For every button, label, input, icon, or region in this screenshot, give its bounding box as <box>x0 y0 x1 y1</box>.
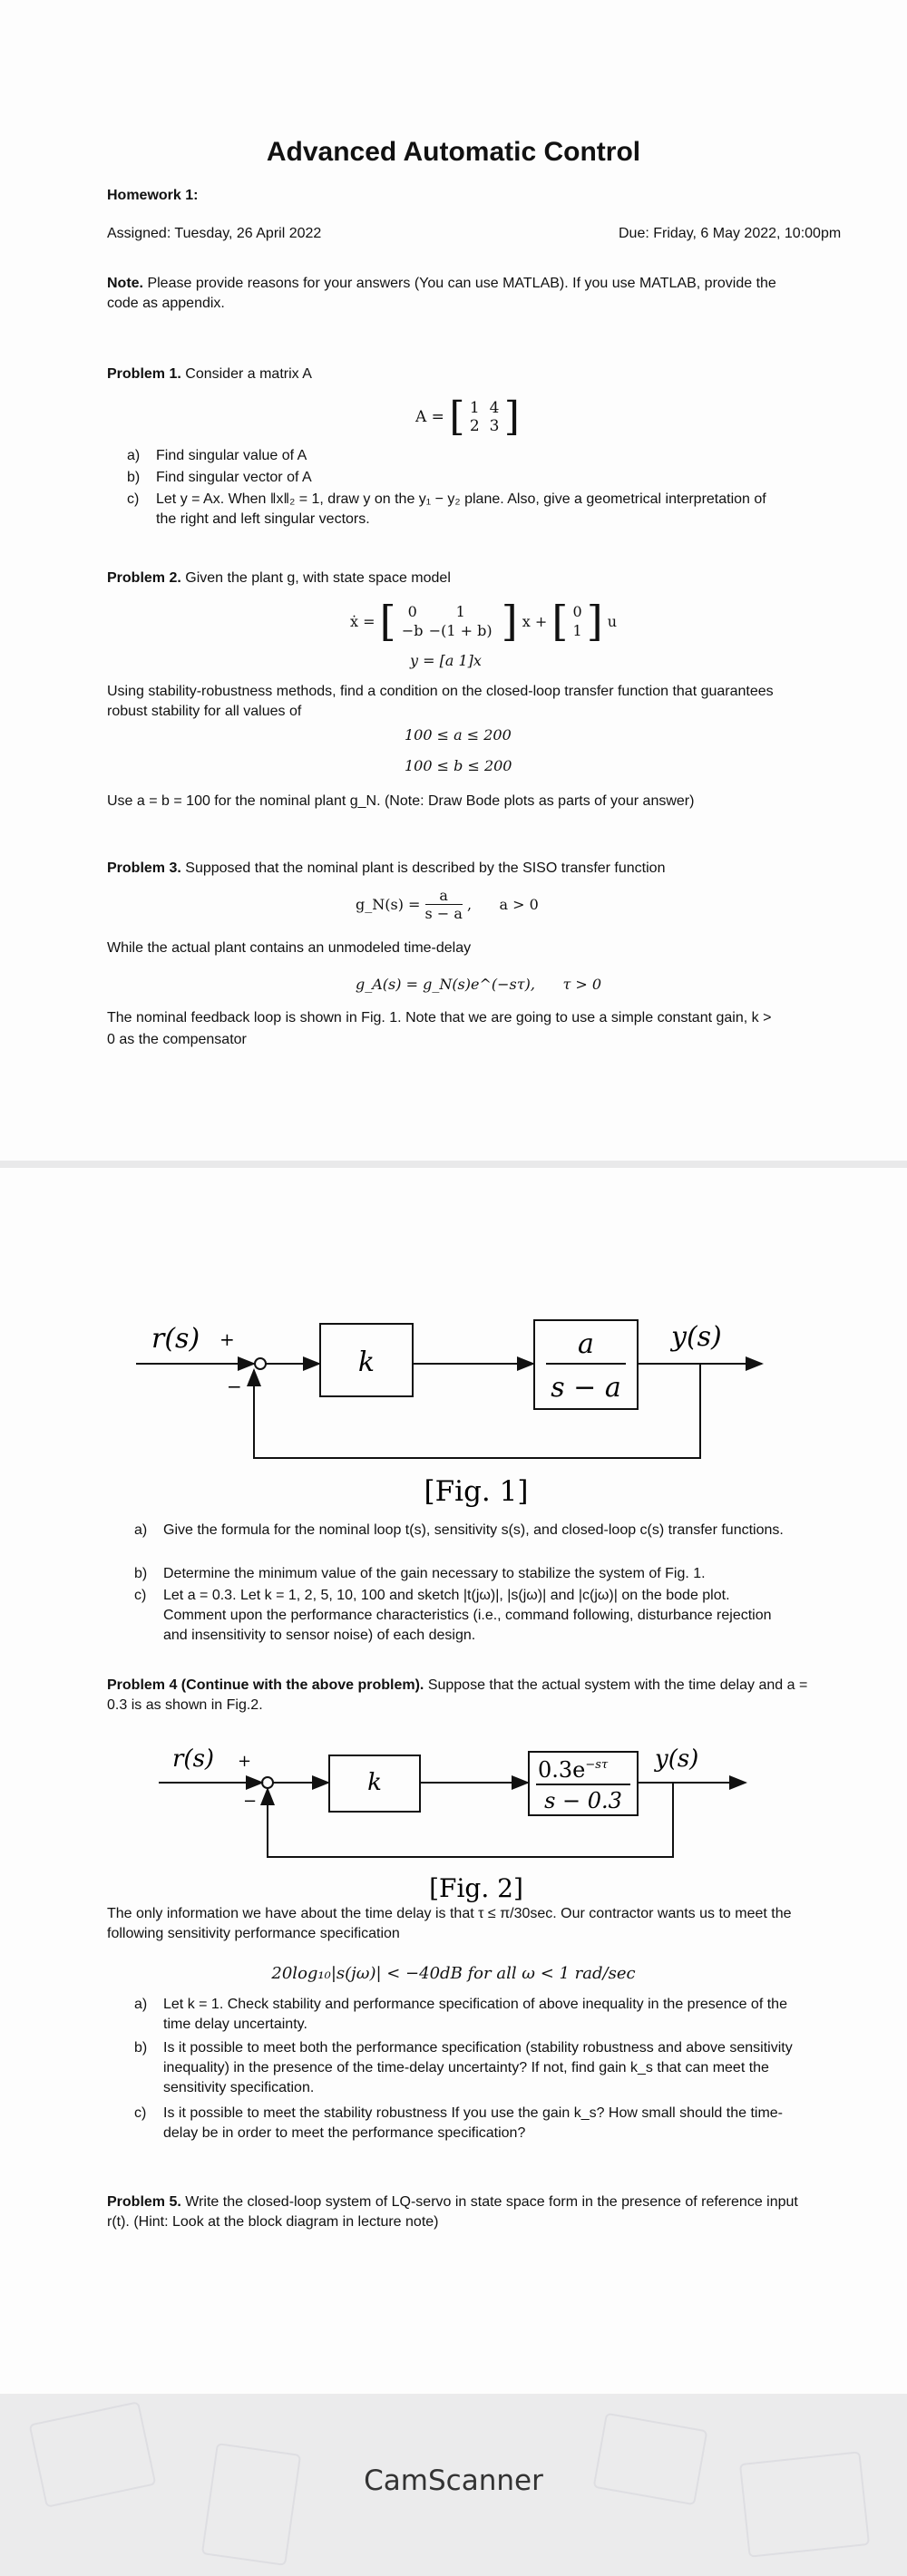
fig1-minus-sign: − <box>227 1375 242 1397</box>
output-equation: y = [a 1]x <box>410 652 482 669</box>
nominal-tf <box>356 887 539 922</box>
fig2-input-label: r(s) <box>172 1745 215 1773</box>
problem-4-info: The only information we have about the time delay is that τ ≤ π/30sec. Our contractor wants us to meet the following sensitivity performance specification <box>107 1906 792 1941</box>
fig1-output-label: y(s) <box>671 1321 722 1353</box>
actual-tf: g_A(s) = g_N(s)e^(−sτ), τ > 0 <box>356 976 602 993</box>
fig1-gain-label: k <box>357 1346 375 1378</box>
loop-text-2: 0 as the compensator <box>107 1032 247 1047</box>
fig1-plant-denominator: s − a <box>551 1372 621 1404</box>
fig2-gain-label: k <box>367 1769 382 1796</box>
problem-2-text-2: Using stability-robustness methods, find a condition on the closed-loop transfer function that guarantees robust stability for all values of <box>107 684 774 719</box>
problem-4-label: Problem 4 (Continue with the above problem). <box>107 1677 424 1693</box>
gn-fraction <box>425 887 463 922</box>
note-text: Please provide reasons for your answers (You can use MATLAB). If you use MATLAB, provide the code as appendix. <box>107 276 776 311</box>
sensitivity-spec: 20log₁₀|s(jω)| < −40dB for all ω < 1 rad/sec <box>271 1964 636 1983</box>
document-page-1: Advanced Automatic Control Homework 1: Assigned: Tuesday, 26 April 2022 Due: Friday, 6 May 2022, 10:00pm Note. Please provide reasons for your answers (You can use MATLAB). If you use MATLAB, provide the code as appendix. Problem 1. Consider a matrix A A = [ 1 4 2 3 ] a) Find singular value of A b) Find singular vector of A c) Let y = Ax. When ‖x‖₂ = 1, draw y on the y₁ − y₂ plane. Also, give a geometrical interpretation of the right and left singular vectors. Problem 2. Given the plant g, with state space model ẋ = [ 0 1 −b −(1 + b) ] x + [ 0 1 ] u y = [a 1]x Using stability-robustness methods, find a condition on the closed-loop transfer function that guarantees robust stability for all values of 100 ≤ a ≤ 200 100 ≤ b ≤ 200 Use a = b = 100 for the nominal plant g_N. (Note: Draw Bode plots as parts of your answer) Problem 3. Supposed that the nominal plant is described by the SISO transfer function g_N(s) = $\frac{a}{s - a}$ , a > 0 While the actual plant contains an unmodeled time-delay g_A(s) = g_N(s)e^(−sτ), τ > 0 The nominal feedback loop is shown in Fig. 1. Note that we are going to use a simple constant gain, k > 0 as the compensator <box>0 0 907 1161</box>
fig2-summing-junction <box>262 1777 273 1788</box>
figure-1-block-diagram <box>0 1168 907 1531</box>
nominal-note: Use a = b = 100 for the nominal plant g_N. (Note: Draw Bode plots as parts of your answer) <box>107 793 695 809</box>
loop-text-1: The nominal feedback loop is shown in Fig. 1. Note that we are going to use a simple constant gain, k > <box>107 1010 772 1026</box>
gn-condition: , a > 0 <box>466 896 539 913</box>
gn-denominator: s − a <box>424 905 463 922</box>
problem-5-label: Problem 5. <box>107 2194 181 2210</box>
problem-3-text: Supposed that the nominal plant is described by the SISO transfer function <box>185 860 666 876</box>
bracket-left: [ <box>449 394 465 440</box>
fig1-summing-junction <box>255 1358 266 1369</box>
matrix-entries <box>470 399 499 435</box>
p3-item-a: a) Give the formula for the nominal loop t(s), sensitivity s(s), and closed-loop c(s) transfer functions. <box>134 1522 784 1538</box>
problem-2-text: Given the plant g, with state space model <box>185 570 451 586</box>
fig1-plus-sign: + <box>219 1328 235 1350</box>
p4-item-b: b) Is it possible to meet both the performance specification (stability robustness and above sensitivity inequality) in the presence of the time-delay uncertainty? If not, find gain k_s that can meet the sensitivity specification. <box>134 2040 793 2095</box>
problem-3-label: Problem 3. <box>107 860 181 876</box>
x-plus: x + <box>522 612 548 630</box>
p3-item-b: b) Determine the minimum value of the gain necessary to stabilize the system of Fig. 1. <box>134 1566 706 1581</box>
note-paragraph <box>107 274 805 314</box>
range-b: 100 ≤ b ≤ 200 <box>405 757 512 774</box>
fig2-minus-sign: − <box>243 1792 258 1811</box>
assigned-date: Assigned: Tuesday, 26 April 2022 <box>107 226 322 241</box>
fig2-plant-numerator: $0.3e^{-s\tau}$ <box>538 1757 609 1783</box>
document-title: Advanced Automatic Control <box>266 137 641 167</box>
problem-5 <box>107 2192 814 2232</box>
p3-item-c: c) Let a = 0.3. Let k = 1, 2, 5, 10, 100 and sketch |t(jω)|, |s(jω)| and |c(jω)| on the bode plot. Comment upon the performance characteristics (i.e., command following, disturbance rejection and insensitivity to sensor noise) of each design. <box>134 1588 772 1643</box>
bracket-left: [ <box>379 597 396 646</box>
homework-label: Homework 1: <box>107 188 199 203</box>
p4-item-c: c) Is it possible to meet the stability robustness If you use the gain k_s? How small should the time-delay be in order to meet the performance specification? <box>134 2105 783 2141</box>
fig2-plant-denominator: s − 0.3 <box>544 1788 622 1813</box>
bracket-right: ] <box>501 597 518 646</box>
camscanner-logo-text: CamScanner <box>364 2464 543 2497</box>
decorative-outline <box>201 2443 301 2566</box>
problem-5-text: Write the closed-loop system of LQ-servo in state space form in the presence of reference input r(t). (Hint: Look at the block diagram in lecture note) <box>107 2194 798 2230</box>
p1-item-c: c) Let y = Ax. When ‖x‖₂ = 1, draw y on the y₁ − y₂ plane. Also, give a geometrical interpretation of the right and left singular vectors. <box>127 491 766 527</box>
problem-1-text: Consider a matrix A <box>185 366 312 382</box>
gn-numerator: a <box>425 887 463 905</box>
fig1-input-label: r(s) <box>151 1323 200 1355</box>
bracket-left-2: [ <box>551 597 569 646</box>
gn-lhs: g_N(s) = <box>356 896 421 913</box>
A-matrix: 0 1 −b −(1 + b) <box>401 603 493 639</box>
state-equation <box>350 597 617 646</box>
matrix-lhs: A = <box>415 408 444 426</box>
document-page-2 <box>0 1168 907 2394</box>
problem-1-intro <box>107 365 312 384</box>
fig2-plus-sign: + <box>238 1752 252 1771</box>
problem-2-intro <box>107 569 451 588</box>
fig2-output-label: y(s) <box>655 1745 699 1773</box>
a21: 2 <box>469 417 480 435</box>
a11: 1 <box>469 399 480 417</box>
problem-4-text: Suppose that the actual system with the time delay and a = 0.3 is as shown in Fig.2. <box>107 1677 808 1713</box>
actual-plant-text: While the actual plant contains an unmodeled time-delay <box>107 940 472 956</box>
due-date: Due: Friday, 6 May 2022, 10:00pm <box>619 226 842 241</box>
fig1-plant-numerator: a <box>578 1328 594 1360</box>
B-vector: 0 1 <box>572 603 582 639</box>
p4-item-a: a) Let k = 1. Check stability and performance specification of above inequality in the presence of the time delay uncertainty. <box>134 1997 787 2032</box>
fig2-caption: [Fig. 2] <box>429 1873 523 1903</box>
xdot: ẋ = <box>350 612 375 630</box>
a12: 4 <box>489 399 500 417</box>
problem-2-label: Problem 2. <box>107 570 181 586</box>
problem-4-intro <box>107 1676 814 1716</box>
bracket-right-2: ] <box>586 597 603 646</box>
figure-2-block-diagram <box>0 1712 907 1911</box>
bracket-right: ] <box>503 394 520 440</box>
problem-1-label: Problem 1. <box>107 366 181 382</box>
u: u <box>607 612 618 630</box>
note-label: Note. <box>107 276 143 291</box>
problem-3-intro <box>107 859 665 879</box>
range-a: 100 ≤ a ≤ 200 <box>405 726 512 744</box>
matrix-A <box>415 394 520 440</box>
a22: 3 <box>489 417 500 435</box>
fig1-caption: [Fig. 1] <box>424 1475 529 1508</box>
